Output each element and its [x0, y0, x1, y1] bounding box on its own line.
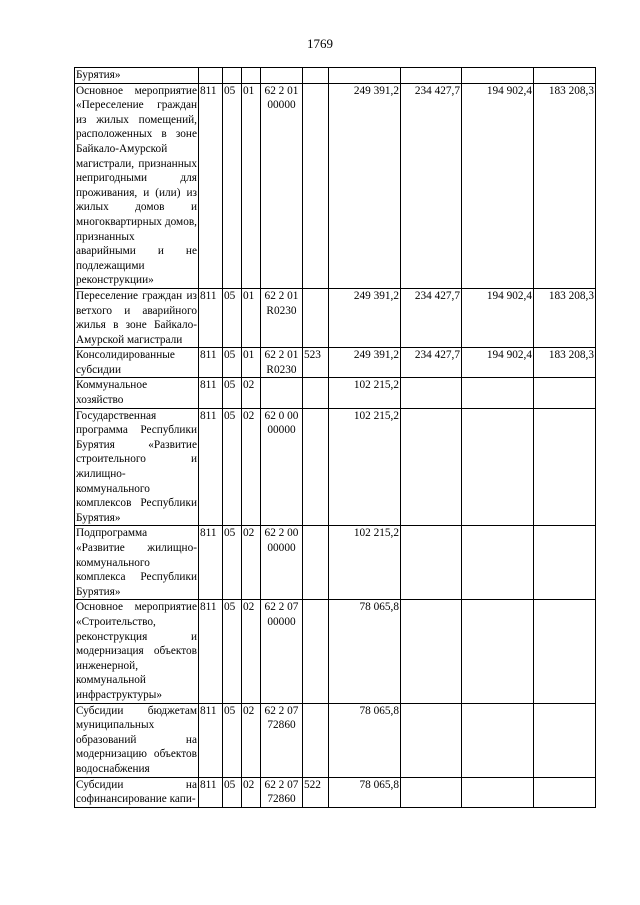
expense-type-code [303, 68, 329, 84]
row-name: Основное мероприятие «Переселение граждан из жилых помещений, расположенных в зоне Байкало-Амурской магистрали, признанных непригодными для проживания, и (или) из жилых домов и многоквартирных домов, признанных аварийными и не подлежащими реконструкции» [75, 83, 199, 288]
section-code: 05 [223, 348, 242, 378]
amount-col-3: 194 902,4 [462, 348, 534, 378]
subsection-code: 01 [242, 348, 261, 378]
amount-col-4: 183 208,3 [534, 288, 596, 347]
amount-col-4 [534, 68, 596, 84]
expense-type-code [303, 526, 329, 600]
expense-type-code [303, 408, 329, 526]
amount-col-2 [401, 526, 462, 600]
table-row [75, 526, 596, 600]
row-name: Коммунальное хозяйство [75, 378, 199, 408]
amount-col-3 [462, 68, 534, 84]
row-name: Основное мероприятие «Строительство, реконструкция и модернизация объектов инженерной, коммунальной инфраструктуры» [75, 600, 199, 703]
table-row [75, 83, 596, 288]
expense-type-code: 523 [303, 348, 329, 378]
amount-col-2: 234 427,7 [401, 348, 462, 378]
subsection-code: 02 [242, 526, 261, 600]
expense-type-code [303, 83, 329, 288]
amount-col-4 [534, 777, 596, 807]
table-row [75, 378, 596, 408]
target-article-code: 62 2 07 72860 [261, 703, 303, 777]
target-article-code: 62 2 07 72860 [261, 777, 303, 807]
section-code: 05 [223, 777, 242, 807]
target-article-code: 62 2 01 00000 [261, 83, 303, 288]
target-article-code [261, 68, 303, 84]
section-code: 05 [223, 526, 242, 600]
row-name: Субсидии бюджетам муниципальных образований на модернизацию объектов водоснабжения [75, 703, 199, 777]
amount-col-2 [401, 68, 462, 84]
target-article-code: 62 2 00 00000 [261, 526, 303, 600]
amount-col-1: 78 065,8 [329, 600, 401, 703]
amount-col-3 [462, 526, 534, 600]
expense-type-code [303, 378, 329, 408]
budget-table [74, 67, 596, 808]
amount-col-3: 194 902,4 [462, 83, 534, 288]
amount-col-3 [462, 703, 534, 777]
grbs-code: 811 [199, 526, 223, 600]
row-name: Субсидии на софинансирование капи- [75, 777, 199, 807]
row-name: Переселение граждан из ветхого и аварийного жилья в зоне Байкало-Амурской магистрали [75, 288, 199, 347]
target-article-code: 62 2 01 R0230 [261, 348, 303, 378]
amount-col-3: 194 902,4 [462, 288, 534, 347]
section-code: 05 [223, 600, 242, 703]
amount-col-4 [534, 378, 596, 408]
table-row [75, 703, 596, 777]
subsection-code: 01 [242, 288, 261, 347]
grbs-code: 811 [199, 703, 223, 777]
amount-col-2: 234 427,7 [401, 83, 462, 288]
row-name: Консолидированные субсидии [75, 348, 199, 378]
amount-col-4 [534, 408, 596, 526]
table-row [75, 600, 596, 703]
amount-col-3 [462, 777, 534, 807]
subsection-code: 02 [242, 378, 261, 408]
grbs-code: 811 [199, 83, 223, 288]
subsection-code: 02 [242, 703, 261, 777]
subsection-code: 01 [242, 83, 261, 288]
amount-col-2 [401, 378, 462, 408]
amount-col-1: 249 391,2 [329, 288, 401, 347]
section-code: 05 [223, 288, 242, 347]
grbs-code: 811 [199, 378, 223, 408]
section-code: 05 [223, 408, 242, 526]
row-name: Государственная программа Республики Бурятия «Развитие строительного и жилищно-коммунального комплексов Республики Бурятия» [75, 408, 199, 526]
amount-col-3 [462, 378, 534, 408]
amount-col-4 [534, 526, 596, 600]
table-row [75, 68, 596, 84]
subsection-code: 02 [242, 600, 261, 703]
grbs-code: 811 [199, 777, 223, 807]
expense-type-code: 522 [303, 777, 329, 807]
amount-col-1 [329, 68, 401, 84]
grbs-code [199, 68, 223, 84]
subsection-code [242, 68, 261, 84]
amount-col-1: 78 065,8 [329, 703, 401, 777]
row-name: Подпрограмма «Развитие жилищно-коммунального комплекса Республики Бурятия» [75, 526, 199, 600]
page-number: 1769 [307, 36, 333, 51]
amount-col-4 [534, 703, 596, 777]
target-article-code: 62 2 07 00000 [261, 600, 303, 703]
amount-col-4: 183 208,3 [534, 348, 596, 378]
target-article-code: 62 0 00 00000 [261, 408, 303, 526]
expense-type-code [303, 600, 329, 703]
amount-col-2: 234 427,7 [401, 288, 462, 347]
amount-col-1: 102 215,2 [329, 378, 401, 408]
amount-col-2 [401, 703, 462, 777]
subsection-code: 02 [242, 408, 261, 526]
grbs-code: 811 [199, 408, 223, 526]
amount-col-2 [401, 777, 462, 807]
row-name: Бурятия» [75, 68, 199, 84]
grbs-code: 811 [199, 288, 223, 347]
amount-col-2 [401, 600, 462, 703]
expense-type-code [303, 703, 329, 777]
grbs-code: 811 [199, 348, 223, 378]
amount-col-1: 249 391,2 [329, 83, 401, 288]
amount-col-1: 78 065,8 [329, 777, 401, 807]
amount-col-4: 183 208,3 [534, 83, 596, 288]
section-code [223, 68, 242, 84]
expense-type-code [303, 288, 329, 347]
amount-col-3 [462, 408, 534, 526]
table-row [75, 777, 596, 807]
section-code: 05 [223, 703, 242, 777]
target-article-code [261, 378, 303, 408]
section-code: 05 [223, 83, 242, 288]
amount-col-1: 102 215,2 [329, 526, 401, 600]
subsection-code: 02 [242, 777, 261, 807]
amount-col-4 [534, 600, 596, 703]
table-row [75, 348, 596, 378]
amount-col-1: 102 215,2 [329, 408, 401, 526]
amount-col-2 [401, 408, 462, 526]
target-article-code: 62 2 01 R0230 [261, 288, 303, 347]
table-row [75, 408, 596, 526]
amount-col-3 [462, 600, 534, 703]
amount-col-1: 249 391,2 [329, 348, 401, 378]
table-row [75, 288, 596, 347]
grbs-code: 811 [199, 600, 223, 703]
section-code: 05 [223, 378, 242, 408]
